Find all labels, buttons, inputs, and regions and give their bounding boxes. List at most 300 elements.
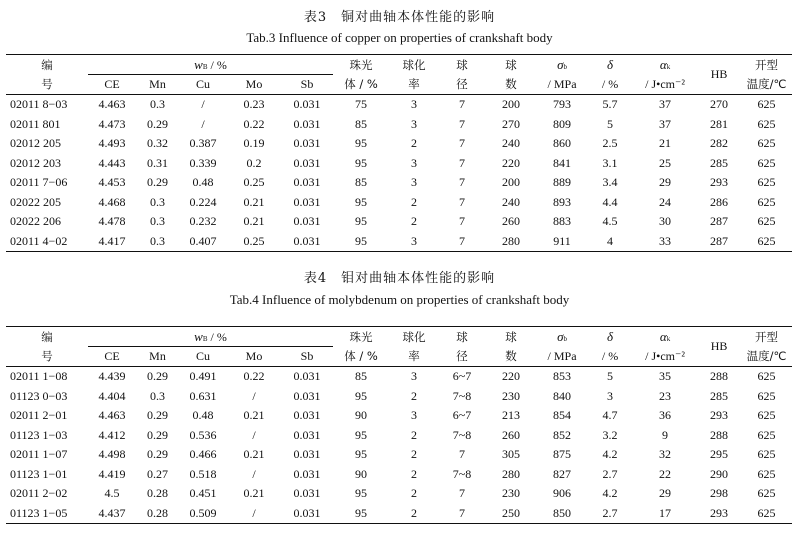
header-count-bottom: 数 [485, 75, 537, 95]
cell-tensile-strength: 840 [553, 388, 572, 403]
cell-sample-id: 01123 1−03 [10, 427, 68, 442]
cell-diameter: 6~7 [452, 369, 472, 384]
cell-spheroidization: 2 [411, 194, 418, 209]
cell-tensile-strength: 889 [553, 175, 572, 190]
cell-diameter: 7~8 [452, 466, 472, 481]
header-element-ce: CE [88, 347, 136, 367]
header-wb-group: wB / % [88, 327, 333, 347]
cell-pearlite: 95 [333, 232, 389, 252]
cell-elongation: 5 [607, 369, 614, 384]
cell-sample-id: 02011 8−03 [10, 97, 68, 112]
cell-cu: 0.407 [179, 232, 227, 252]
cell-elongation: 2.7 [587, 504, 633, 524]
header-pearlite-top: 珠光 [333, 55, 389, 75]
cell-mn: 0.27 [147, 466, 168, 481]
header-id-bottom: 号 [6, 75, 88, 95]
cell-shakeout-temp: 625 [757, 427, 776, 442]
cell-pearlite: 85 [355, 369, 368, 384]
cell-tensile-strength: 827 [553, 466, 572, 481]
header-delta: δ [587, 55, 633, 75]
cell-spheroidization: 2 [411, 214, 418, 229]
header-open-bottom: 温度/℃ [741, 347, 792, 367]
cell-diameter: 7 [459, 214, 466, 229]
header-id-bottom: 号 [6, 347, 88, 367]
header-alpha-unit: / J•cm⁻² [633, 347, 697, 367]
cell-elongation: 2.5 [602, 136, 618, 151]
cell-mo: 0.23 [243, 97, 265, 112]
cell-mo: 0.2 [246, 155, 262, 170]
table3-title-cn: 表3 铜对曲轴本体性能的影响 [303, 10, 496, 25]
cell-mo: 0.25 [227, 232, 281, 252]
cell-impact: 33 [633, 232, 697, 252]
cell-ce: 4.419 [98, 466, 126, 481]
header-diameter-top: 球 [439, 327, 485, 347]
cell-shakeout-temp: 625 [757, 155, 776, 170]
cell-hardness: 288 [710, 369, 729, 384]
cell-hardness: 287 [710, 214, 729, 229]
header-pearlite-bottom: 体 / % [333, 347, 389, 367]
header-sigma: σb [537, 55, 587, 75]
cell-tensile-strength: 809 [553, 116, 572, 131]
cell-sb: 0.031 [281, 504, 333, 524]
cell-count: 200 [502, 175, 521, 190]
cell-spheroidization: 2 [411, 447, 418, 462]
cell-sb: 0.031 [293, 466, 321, 481]
cell-diameter: 7 [459, 486, 466, 501]
header-delta-unit: / % [587, 75, 633, 95]
cell-ce: 4.443 [98, 155, 126, 170]
cell-shakeout-temp: 625 [757, 486, 776, 501]
cell-spheroidization: 2 [411, 427, 418, 442]
cell-cu: / [201, 97, 205, 112]
cell-count: 240 [502, 136, 521, 151]
table-row [6, 193, 792, 213]
cell-diameter: 7 [439, 232, 485, 252]
cell-sample-id: 02011 801 [10, 116, 61, 131]
header-delta-unit: / % [587, 347, 633, 367]
cell-mn: 0.32 [147, 136, 168, 151]
cell-mo: 0.21 [243, 194, 265, 209]
cell-shakeout-temp: 625 [741, 232, 792, 252]
header-element-ce: CE [88, 75, 136, 95]
cell-sample-id: 01123 1−01 [10, 466, 68, 481]
header-spheroid-top: 球化 [389, 327, 439, 347]
cell-pearlite: 95 [355, 214, 368, 229]
cell-diameter: 7~8 [452, 427, 472, 442]
cell-spheroidization: 3 [411, 116, 418, 131]
cell-shakeout-temp: 625 [757, 369, 776, 384]
cell-spheroidization: 2 [411, 466, 418, 481]
cell-sb: 0.031 [293, 136, 321, 151]
table3-body [6, 95, 792, 252]
cell-ce: 4.463 [98, 97, 126, 112]
cell-sb: 0.031 [293, 486, 321, 501]
cell-impact: 21 [659, 136, 672, 151]
cell-elongation: 3.1 [602, 155, 618, 170]
cell-shakeout-temp: 625 [757, 116, 776, 131]
cell-sb: 0.031 [293, 155, 321, 170]
cell-ce: 4.5 [104, 486, 120, 501]
cell-tensile-strength: 893 [553, 194, 572, 209]
cell-pearlite: 95 [333, 504, 389, 524]
cell-count: 220 [502, 369, 521, 384]
table-row [6, 367, 792, 387]
table-row [6, 232, 792, 252]
table-row [6, 95, 792, 115]
table4-title-cn: 表4 钼对曲轴本体性能的影响 [303, 271, 496, 286]
cell-mo: 0.19 [243, 136, 265, 151]
cell-hardness: 290 [710, 466, 729, 481]
cell-mo: / [252, 427, 256, 442]
cell-cu: 0.339 [189, 155, 217, 170]
cell-sample-id: 02011 2−02 [10, 486, 68, 501]
cell-sample-id: 02011 7−06 [10, 175, 68, 190]
cell-elongation: 4 [587, 232, 633, 252]
table3-title-en: Tab.3 Influence of copper on properties of crankshaft body [246, 30, 553, 45]
header-element-cu: Cu [179, 347, 227, 367]
cell-mn: 0.3 [136, 232, 179, 252]
cell-cu: 0.466 [189, 447, 217, 462]
cell-impact: 9 [662, 427, 669, 442]
cell-shakeout-temp: 625 [757, 408, 776, 423]
cell-impact: 22 [659, 466, 672, 481]
cell-hardness: 285 [710, 388, 729, 403]
cell-tensile-strength: 850 [537, 504, 587, 524]
cell-diameter: 7 [459, 194, 466, 209]
cell-tensile-strength: 860 [553, 136, 572, 151]
header-diameter-bottom: 径 [439, 75, 485, 95]
cell-count: 230 [502, 486, 521, 501]
cell-mn: 0.3 [150, 388, 165, 403]
cell-mn: 0.29 [147, 408, 168, 423]
table3 [6, 54, 792, 252]
cell-pearlite: 95 [355, 427, 368, 442]
cell-tensile-strength: 906 [553, 486, 572, 501]
cell-mn: 0.29 [147, 175, 168, 190]
cell-impact: 30 [659, 214, 672, 229]
cell-cu: 0.518 [189, 466, 217, 481]
cell-impact: 37 [659, 97, 672, 112]
table-row [6, 173, 792, 193]
cell-sample-id: 02012 205 [10, 136, 61, 151]
cell-mn: 0.3 [150, 214, 165, 229]
cell-ce: 4.404 [98, 388, 126, 403]
cell-tensile-strength: 852 [553, 427, 572, 442]
cell-diameter: 7 [459, 155, 466, 170]
cell-ce: 4.463 [98, 408, 126, 423]
cell-hardness: 293 [697, 504, 741, 524]
cell-sample-id: 02011 1−07 [10, 447, 68, 462]
cell-impact: 17 [633, 504, 697, 524]
cell-sb: 0.031 [293, 388, 321, 403]
cell-pearlite: 90 [355, 408, 368, 423]
cell-cu: 0.631 [189, 388, 217, 403]
cell-spheroidization: 2 [411, 388, 418, 403]
cell-hardness: 288 [710, 427, 729, 442]
cell-tensile-strength: 841 [553, 155, 572, 170]
header-diameter-bottom: 径 [439, 347, 485, 367]
cell-mn: 0.29 [147, 369, 168, 384]
cell-diameter: 7 [459, 447, 466, 462]
cell-mo: / [252, 466, 256, 481]
header-diameter-top: 球 [439, 55, 485, 75]
table-row [6, 134, 792, 154]
cell-tensile-strength: 854 [553, 408, 572, 423]
cell-sb: 0.031 [293, 97, 321, 112]
cell-impact: 23 [659, 388, 672, 403]
cell-count: 260 [502, 214, 521, 229]
table-row [6, 406, 792, 426]
cell-sample-id: 01123 0−03 [10, 388, 68, 403]
header-element-mo: Mo [227, 347, 281, 367]
cell-count: 220 [502, 155, 521, 170]
cell-impact: 35 [659, 369, 672, 384]
cell-mo: 0.21 [243, 408, 265, 423]
header-element-cu: Cu [179, 75, 227, 95]
cell-elongation: 2.7 [602, 466, 618, 481]
header-id-top: 编 [6, 55, 88, 75]
cell-hardness: 298 [710, 486, 729, 501]
header-id-top: 编 [6, 327, 88, 347]
cell-ce: 4.468 [98, 194, 126, 209]
cell-hardness: 287 [697, 232, 741, 252]
cell-diameter: 7 [459, 116, 466, 131]
table-row [6, 115, 792, 135]
cell-hardness: 281 [710, 116, 729, 131]
cell-hardness: 295 [710, 447, 729, 462]
cell-impact: 29 [659, 486, 672, 501]
cell-count: 200 [502, 97, 521, 112]
cell-cu: 0.232 [189, 214, 217, 229]
cell-hardness: 286 [710, 194, 729, 209]
cell-mo: 0.22 [243, 369, 265, 384]
cell-tensile-strength: 793 [553, 97, 572, 112]
header-sigma: σb [537, 327, 587, 347]
cell-mn: 0.3 [150, 97, 165, 112]
header-element-sb: Sb [281, 75, 333, 95]
cell-ce: 4.412 [98, 427, 126, 442]
cell-count: 280 [502, 466, 521, 481]
cell-sample-id: 02022 205 [10, 194, 61, 209]
table-row [6, 504, 792, 524]
cell-pearlite: 95 [355, 194, 368, 209]
cell-sample-id: 02011 4−02 [6, 232, 88, 252]
cell-pearlite: 75 [355, 97, 368, 112]
cell-cu: 0.491 [189, 369, 217, 384]
cell-sample-id: 02011 1−08 [10, 369, 68, 384]
cell-spheroidization: 3 [411, 97, 418, 112]
cell-ce: 4.439 [98, 369, 126, 384]
cell-ce: 4.437 [88, 504, 136, 524]
header-spheroid-bottom: 率 [389, 347, 439, 367]
cell-elongation: 4.2 [602, 447, 618, 462]
cell-pearlite: 95 [355, 155, 368, 170]
cell-shakeout-temp: 625 [757, 136, 776, 151]
cell-hardness: 293 [710, 408, 729, 423]
cell-mo: 0.22 [243, 116, 265, 131]
table-row [6, 465, 792, 485]
cell-impact: 32 [659, 447, 672, 462]
cell-pearlite: 85 [355, 175, 368, 190]
header-element-mo: Mo [227, 75, 281, 95]
header-element-sb: Sb [281, 347, 333, 367]
cell-ce: 4.417 [88, 232, 136, 252]
cell-spheroidization: 2 [389, 504, 439, 524]
cell-mn: 0.29 [147, 447, 168, 462]
cell-pearlite: 95 [355, 136, 368, 151]
cell-sb: 0.031 [293, 194, 321, 209]
cell-cu: 0.48 [192, 408, 214, 423]
cell-pearlite: 85 [355, 116, 368, 131]
cell-sb: 0.031 [281, 232, 333, 252]
cell-mo: 0.21 [243, 447, 265, 462]
header-hb: HB [697, 327, 741, 367]
header-alpha-unit: / J•cm⁻² [633, 75, 697, 95]
header-sigma-unit: / MPa [537, 75, 587, 95]
cell-spheroidization: 3 [411, 369, 418, 384]
header-pearlite-top: 珠光 [333, 327, 389, 347]
cell-sb: 0.031 [293, 214, 321, 229]
cell-impact: 29 [659, 175, 672, 190]
cell-spheroidization: 3 [389, 232, 439, 252]
cell-mo: 0.21 [243, 486, 265, 501]
table4 [6, 326, 792, 524]
header-alpha: αk [633, 327, 697, 347]
header-hb: HB [697, 55, 741, 95]
header-count-top: 球 [485, 55, 537, 75]
header-pearlite-bottom: 体 / % [333, 75, 389, 95]
cell-spheroidization: 2 [411, 486, 418, 501]
cell-mn: 0.31 [147, 155, 168, 170]
cell-sb: 0.031 [293, 408, 321, 423]
cell-sb: 0.031 [293, 175, 321, 190]
cell-count: 230 [502, 388, 521, 403]
table4-body [6, 367, 792, 524]
cell-elongation: 4.4 [602, 194, 618, 209]
cell-elongation: 3 [607, 388, 614, 403]
cell-cu: / [201, 116, 205, 131]
cell-shakeout-temp: 625 [757, 97, 776, 112]
cell-ce: 4.478 [98, 214, 126, 229]
cell-sb: 0.031 [293, 447, 321, 462]
cell-elongation: 4.5 [602, 214, 618, 229]
cell-diameter: 7~8 [452, 388, 472, 403]
cell-diameter: 7 [439, 504, 485, 524]
cell-elongation: 3.2 [602, 427, 618, 442]
cell-spheroidization: 3 [411, 408, 418, 423]
cell-tensile-strength: 875 [553, 447, 572, 462]
cell-ce: 4.498 [98, 447, 126, 462]
cell-mn: 0.3 [150, 194, 165, 209]
cell-spheroidization: 3 [411, 175, 418, 190]
cell-count: 270 [502, 116, 521, 131]
cell-ce: 4.453 [98, 175, 126, 190]
cell-hardness: 282 [710, 136, 729, 151]
header-spheroid-bottom: 率 [389, 75, 439, 95]
cell-impact: 25 [659, 155, 672, 170]
cell-mo: 0.21 [243, 214, 265, 229]
cell-pearlite: 90 [355, 466, 368, 481]
cell-shakeout-temp: 625 [757, 194, 776, 209]
cell-diameter: 7 [459, 136, 466, 151]
cell-elongation: 4.7 [602, 408, 618, 423]
cell-sb: 0.031 [293, 369, 321, 384]
cell-tensile-strength: 911 [537, 232, 587, 252]
cell-pearlite: 95 [355, 388, 368, 403]
cell-elongation: 5.7 [602, 97, 618, 112]
cell-tensile-strength: 853 [553, 369, 572, 384]
cell-count: 213 [502, 408, 521, 423]
cell-sb: 0.031 [293, 427, 321, 442]
cell-elongation: 4.2 [602, 486, 618, 501]
cell-hardness: 270 [710, 97, 729, 112]
cell-impact: 36 [659, 408, 672, 423]
cell-spheroidization: 2 [411, 136, 418, 151]
header-open-top: 开型 [741, 55, 792, 75]
cell-mo: / [227, 504, 281, 524]
cell-sample-id: 02012 203 [10, 155, 61, 170]
cell-count: 280 [485, 232, 537, 252]
header-delta: δ [587, 327, 633, 347]
cell-cu: 0.451 [189, 486, 217, 501]
cell-count: 260 [502, 427, 521, 442]
table-row [6, 212, 792, 232]
header-sigma-unit: / MPa [537, 347, 587, 367]
cell-shakeout-temp: 625 [757, 466, 776, 481]
cell-hardness: 293 [710, 175, 729, 190]
header-element-mn: Mn [136, 347, 179, 367]
cell-sb: 0.031 [293, 116, 321, 131]
cell-cu: 0.387 [189, 136, 217, 151]
cell-count: 240 [502, 194, 521, 209]
cell-shakeout-temp: 625 [741, 504, 792, 524]
cell-elongation: 3.4 [602, 175, 618, 190]
cell-cu: 0.536 [189, 427, 217, 442]
cell-diameter: 7 [459, 175, 466, 190]
cell-elongation: 5 [607, 116, 614, 131]
header-spheroid-top: 球化 [389, 55, 439, 75]
cell-shakeout-temp: 625 [757, 214, 776, 229]
table-row [6, 484, 792, 504]
cell-cu: 0.509 [179, 504, 227, 524]
cell-tensile-strength: 883 [553, 214, 572, 229]
cell-impact: 37 [659, 116, 672, 131]
cell-mn: 0.29 [147, 116, 168, 131]
cell-spheroidization: 3 [411, 155, 418, 170]
cell-pearlite: 95 [355, 447, 368, 462]
cell-mn: 0.28 [136, 504, 179, 524]
table-row [6, 387, 792, 407]
header-open-bottom: 温度/℃ [741, 75, 792, 95]
cell-count: 250 [485, 504, 537, 524]
header-wb-group: wB / % [88, 55, 333, 75]
cell-cu: 0.48 [192, 175, 214, 190]
cell-mn: 0.29 [147, 427, 168, 442]
cell-hardness: 285 [710, 155, 729, 170]
cell-ce: 4.473 [98, 116, 126, 131]
cell-cu: 0.224 [189, 194, 217, 209]
table-row [6, 426, 792, 446]
cell-sample-id: 02022 206 [10, 214, 61, 229]
cell-mo: / [252, 388, 256, 403]
cell-impact: 24 [659, 194, 672, 209]
cell-pearlite: 95 [355, 486, 368, 501]
cell-shakeout-temp: 625 [757, 447, 776, 462]
header-count-bottom: 数 [485, 347, 537, 367]
cell-sample-id: 01123 1−05 [6, 504, 88, 524]
cell-diameter: 7 [459, 97, 466, 112]
table-row [6, 445, 792, 465]
